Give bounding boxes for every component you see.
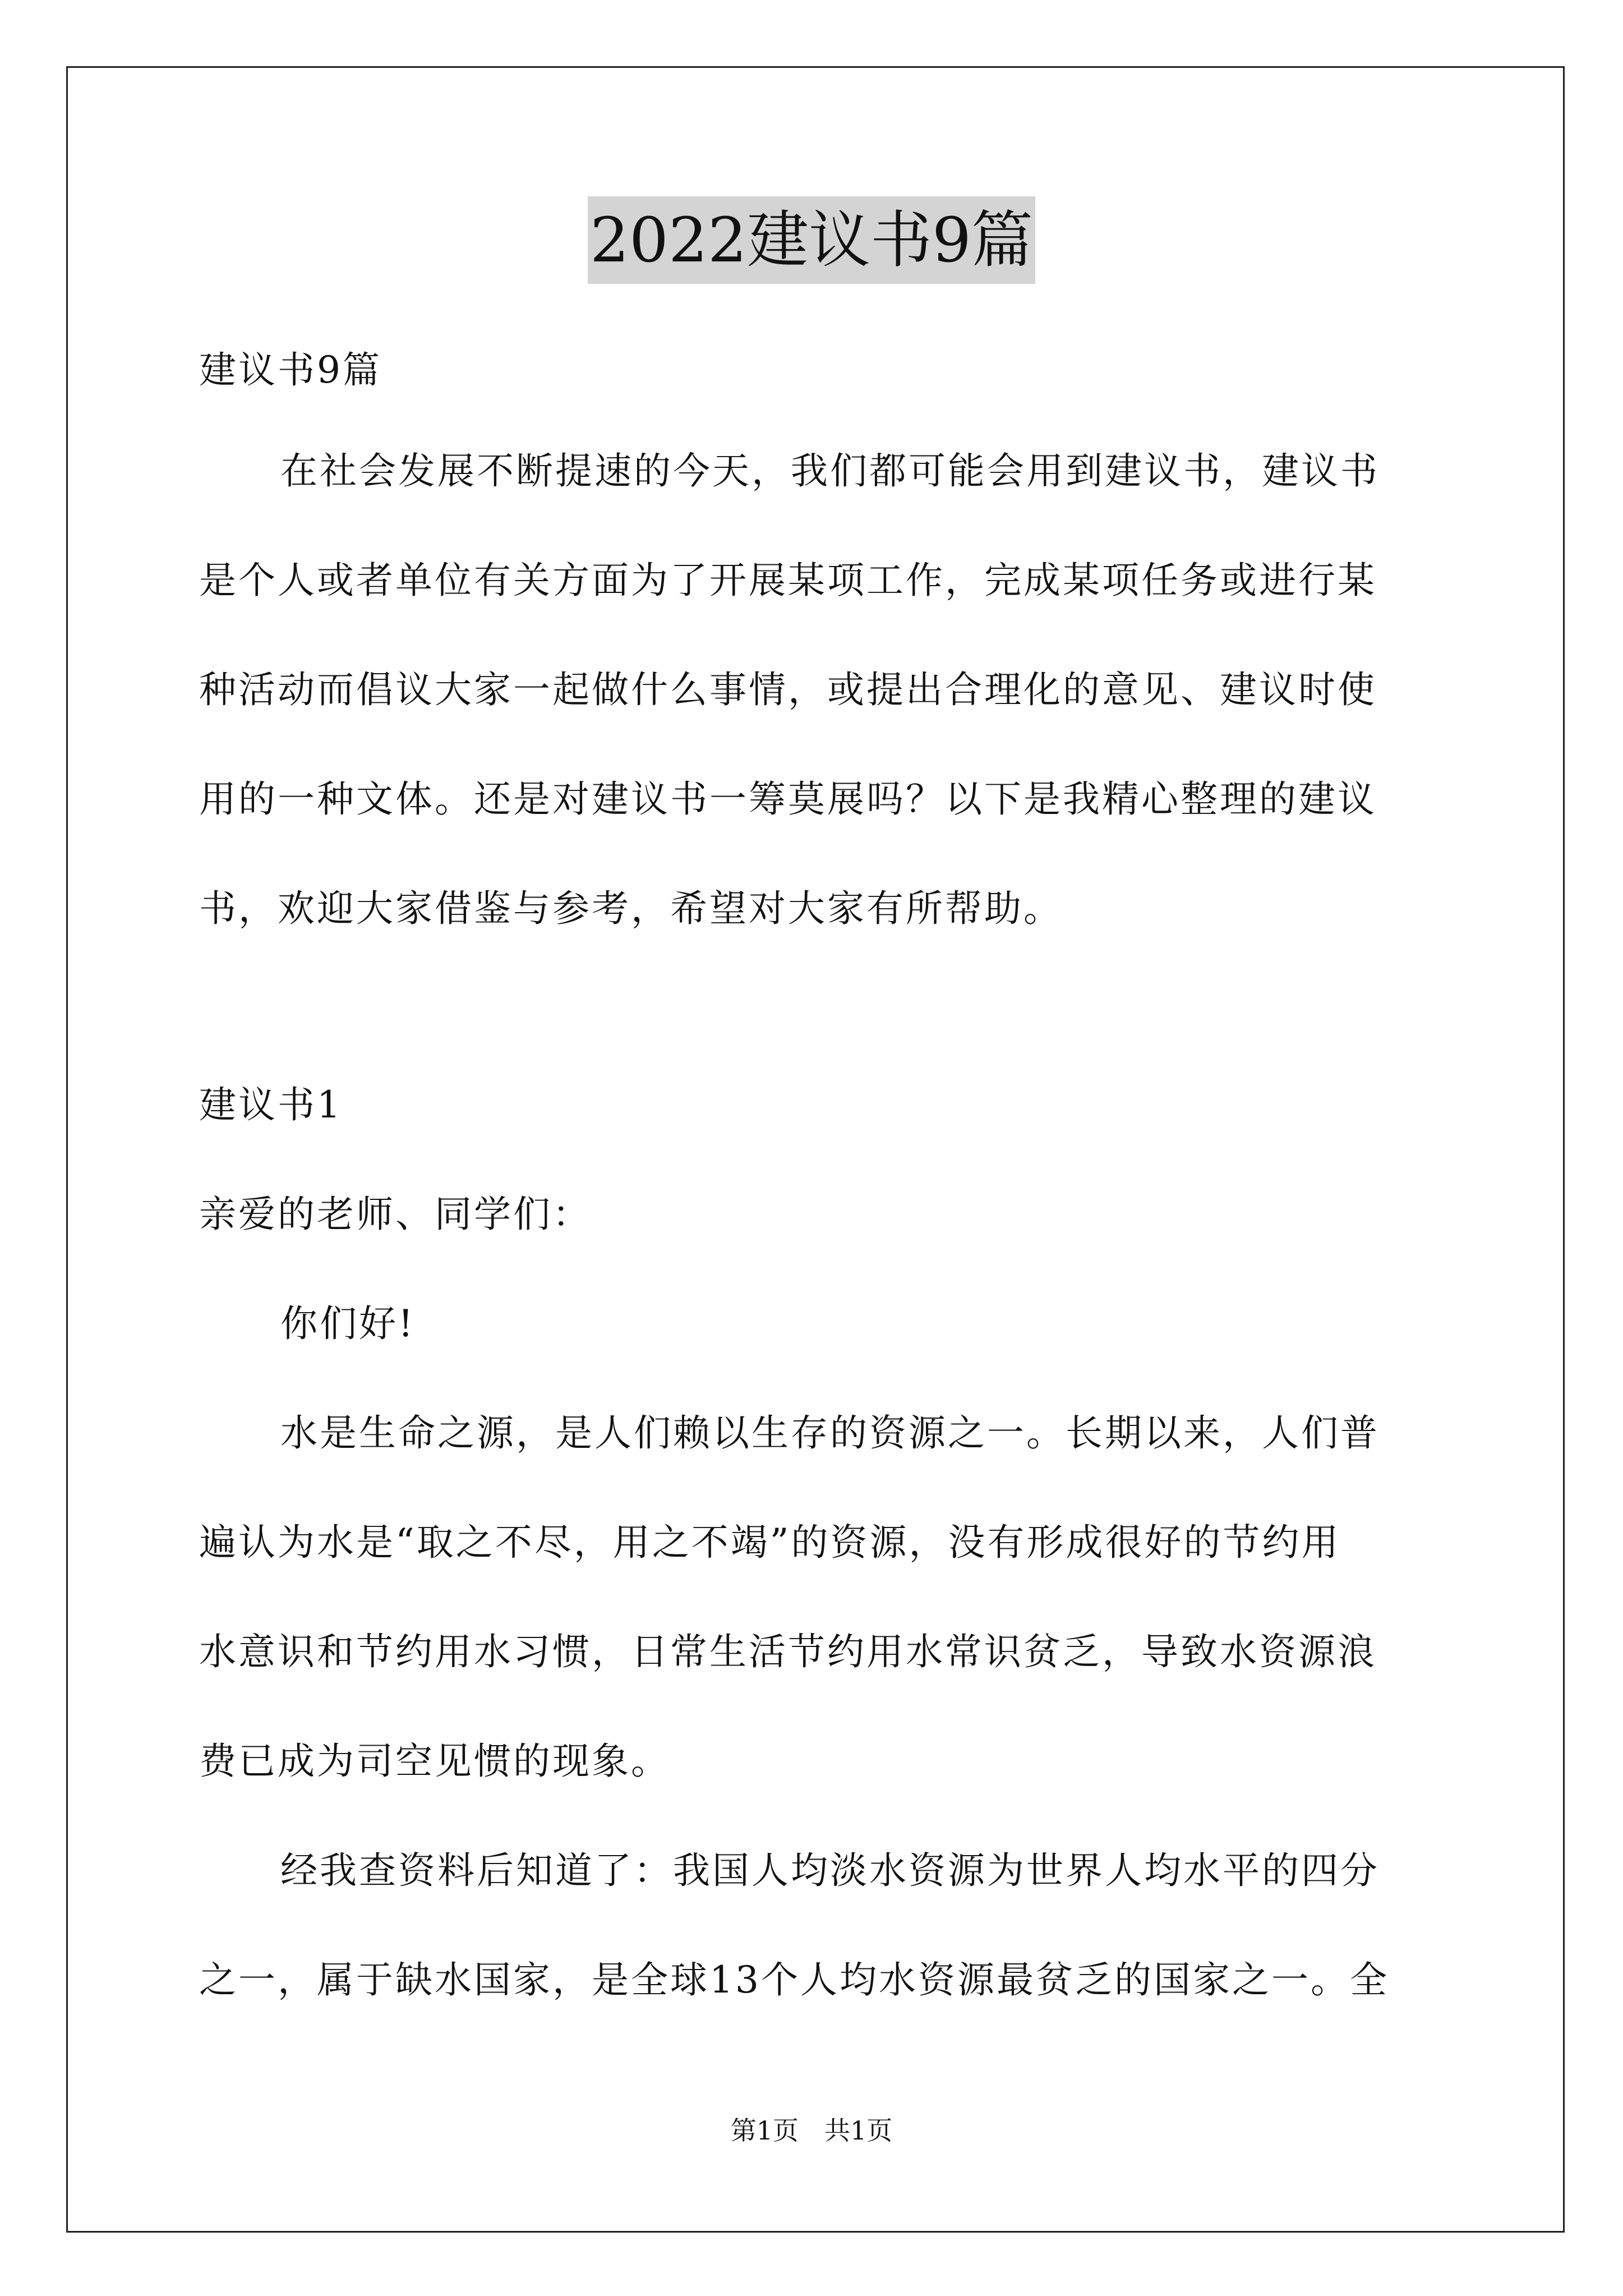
salutation: 亲爱的老师、同学们： <box>199 1193 592 1236</box>
paragraph-line: 之一，属于缺水国家，是全球13个人均水资源最贫乏的国家之一。全 <box>199 1958 1389 2001</box>
greeting: 你们好! <box>280 1302 416 1345</box>
intro-line: 在社会发展不断提速的今天，我们都可能会用到建议书，建议书 <box>280 449 1380 493</box>
page-footer: 第1页 共1页 <box>730 2115 893 2146</box>
paragraph-line: 经我查资料后知道了：我国人均淡水资源为世界人均水平的四分 <box>280 1849 1380 1892</box>
intro-line: 是个人或者单位有关方面为了开展某项工作，完成某项任务或进行某 <box>199 559 1377 602</box>
paragraph-line: 水意识和节约用水习惯，日常生活节约用水常识贫乏，导致水资源浪 <box>199 1630 1377 1673</box>
paragraph-line: 遍认为水是“取之不尽，用之不竭”的资源，没有形成很好的节约用 <box>199 1521 1341 1564</box>
document-title: 2022建议书9篇 <box>0 196 1623 280</box>
intro-line: 用的一种文体。还是对建议书一筹莫展吗？以下是我精心整理的建议 <box>199 777 1377 821</box>
paragraph-line: 水是生命之源，是人们赖以生存的资源之一。长期以来，人们普 <box>280 1411 1380 1455</box>
subtitle: 建议书9篇 <box>199 348 382 392</box>
intro-line: 书，欢迎大家借鉴与参考，希望对大家有所帮助。 <box>199 887 1063 930</box>
intro-line: 种活动而倡议大家一起做什么事情，或提出合理化的意见、建议时使 <box>199 668 1377 711</box>
paragraph-line: 费已成为司空见惯的现象。 <box>199 1740 670 1783</box>
section-heading: 建议书1 <box>199 1083 343 1126</box>
